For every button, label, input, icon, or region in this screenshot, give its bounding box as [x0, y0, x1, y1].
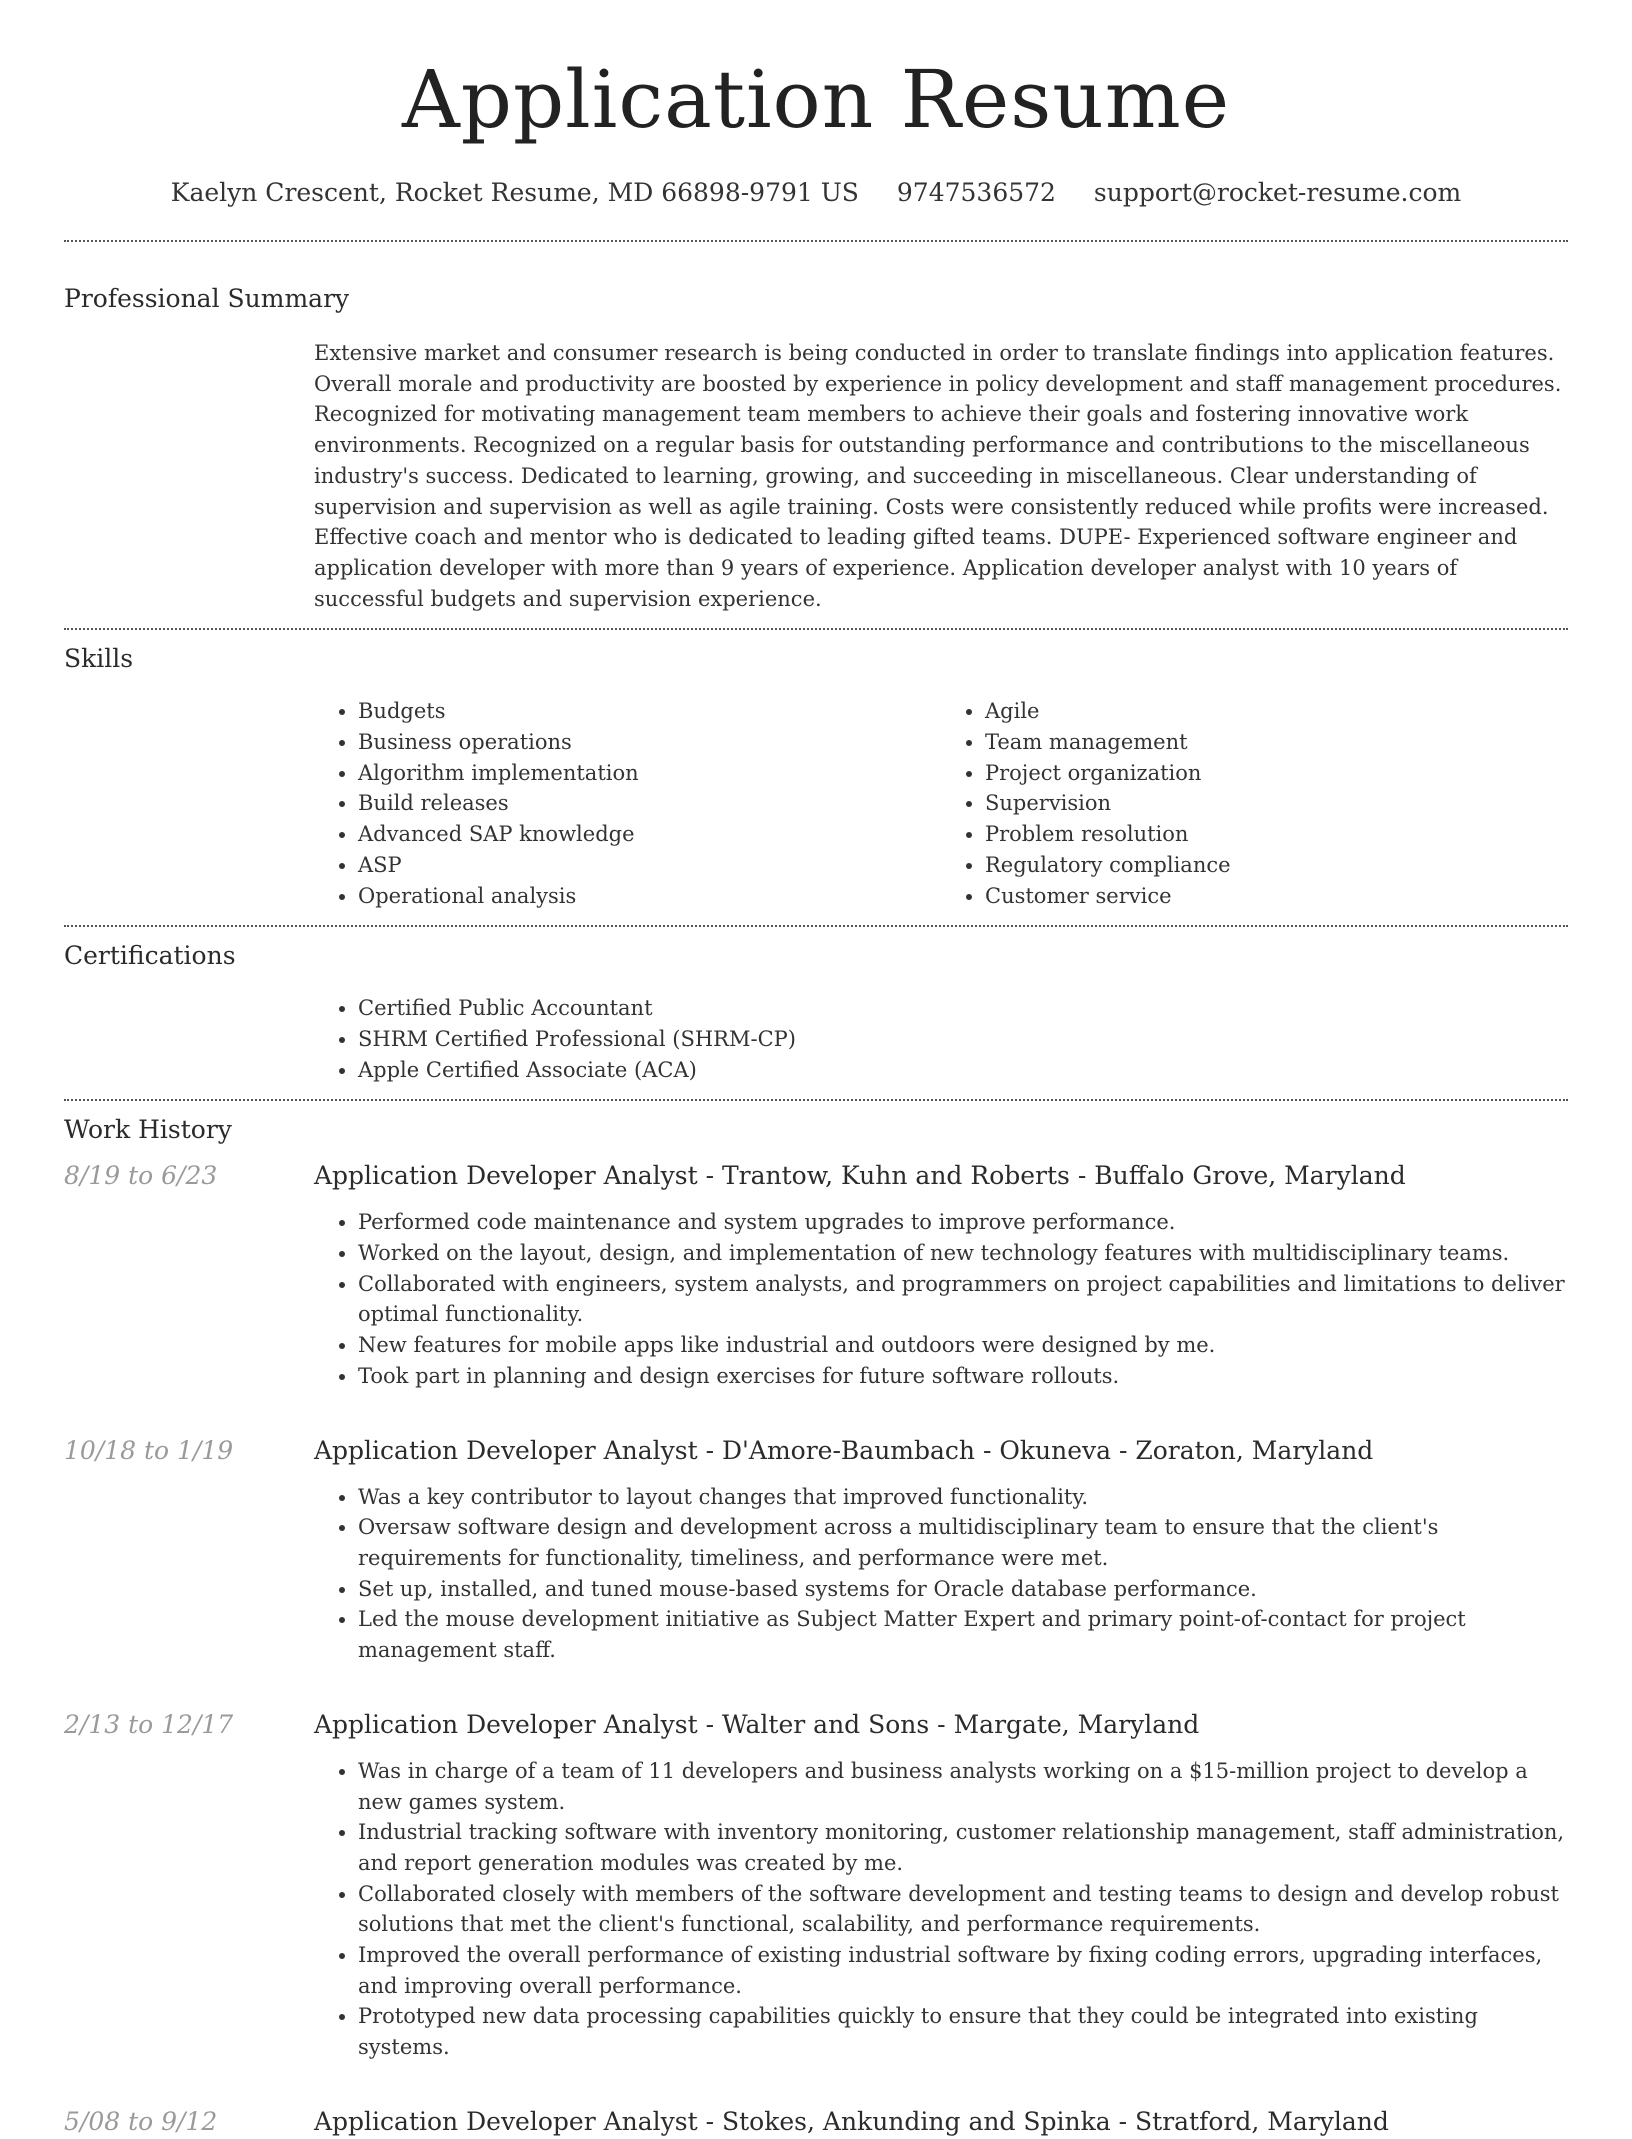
- job-point: • Set up, installed, and tuned mouse-based systems for Oracle database performance.: [358, 1574, 1568, 1605]
- skill-item: • Supervision: [985, 788, 1568, 819]
- certifications-list: [314, 993, 1568, 1085]
- skill-item: • Advanced SAP knowledge: [358, 819, 941, 850]
- skill-item: • Build releases: [358, 788, 941, 819]
- job-dates: 10/18 to 1/19: [64, 1435, 234, 1465]
- summary-divider: [64, 628, 1568, 630]
- skill-item: • ASP: [358, 850, 941, 881]
- job-point: • Prototyped new data processing capabilities quickly to ensure that they could be integrated into existing systems.: [358, 2001, 1568, 2062]
- job-dates: 8/19 to 6/23: [64, 1161, 218, 1191]
- job-point: • Worked on the layout, design, and implementation of new technology features with multidisciplinary teams.: [358, 1238, 1568, 1269]
- resume-header: [64, 0, 1568, 210]
- certification-item: • Certified Public Accountant: [358, 993, 1568, 1024]
- certifications-heading: Certifications: [64, 941, 236, 971]
- job-details: [314, 1434, 1568, 1696]
- job-points-list: [314, 1756, 1568, 2063]
- job-entry: [64, 1159, 1568, 1421]
- contact-email: support@rocket-resume.com: [1093, 178, 1462, 207]
- job-point: • Was a key contributor to layout changes that improved functionality.: [358, 1482, 1568, 1513]
- skills-divider: [64, 925, 1568, 927]
- job-point: • Oversaw software design and development across a multidisciplinary team to ensure that the client's requirements for functionality, timeliness, and performance were met.: [358, 1512, 1568, 1573]
- certifications-section: [64, 939, 1568, 1085]
- skills-columns: [314, 696, 1568, 911]
- job-details: [314, 1708, 1568, 2093]
- professional-summary-section: [64, 282, 1568, 614]
- skill-item: • Business operations: [358, 727, 941, 758]
- job-point: • New features for mobile apps like industrial and outdoors were designed by me.: [358, 1330, 1568, 1361]
- job-entry: [64, 1434, 1568, 1696]
- header-divider: [64, 240, 1568, 242]
- certification-item: • SHRM Certified Professional (SHRM-CP): [358, 1024, 1568, 1055]
- resume-title: Application Resume: [401, 53, 1231, 146]
- skill-item: • Regulatory compliance: [985, 850, 1568, 881]
- skill-item: • Operational analysis: [358, 881, 941, 912]
- job-point: • Improved the overall performance of existing industrial software by fixing coding errors, upgrading interfaces, and improving overall performance.: [358, 1940, 1568, 2001]
- skill-item: • Algorithm implementation: [358, 758, 941, 789]
- job-points-list: [314, 1482, 1568, 1666]
- job-point: • Took part in planning and design exercises for future software rollouts.: [358, 1361, 1568, 1392]
- job-dates: 2/13 to 12/17: [64, 1709, 234, 1739]
- summary-text: Extensive market and consumer research is being conducted in order to translate findings into application features. Overall morale and productivity are boosted by experience in policy development and staff management procedures. Recognized for motivating management team members to achieve their goals and fostering innovative work environments. Recognized on a regular basis for outstanding performance and contributions to the miscellaneous industry's success. Dedicated to learning, growing, and succeeding in miscellaneous. Clear understanding of supervision and supervision as well as agile training. Costs were consistently reduced while profits were increased. Effective coach and mentor who is dedicated to leading gifted teams. DUPE- Experienced software engineer and application developer with more than 9 years of experience. Application developer analyst with 10 years of successful budgets and supervision experience.: [314, 341, 1562, 611]
- certification-item: • Apple Certified Associate (ACA): [358, 1055, 1568, 1086]
- job-points-list: [314, 1207, 1568, 1391]
- job-title: Application Developer Analyst - D'Amore-Baumbach - Okuneva - Zoraton, Maryland: [314, 1435, 1374, 1465]
- job-point: • Performed code maintenance and system upgrades to improve performance.: [358, 1207, 1568, 1238]
- job-point: • Collaborated closely with members of the software development and testing teams to design and develop robust solutions that met the client's functional, scalability, and performance requirements.: [358, 1879, 1568, 1940]
- job-entry: [64, 2105, 1568, 2139]
- contact-address: Kaelyn Crescent, Rocket Resume, MD 66898-9791 US: [170, 178, 859, 207]
- skill-item: • Problem resolution: [985, 819, 1568, 850]
- skills-heading: Skills: [64, 644, 134, 674]
- job-point: • Led the mouse development initiative as Subject Matter Expert and primary point-of-contact for project management staff.: [358, 1604, 1568, 1665]
- summary-heading: Professional Summary: [64, 284, 350, 313]
- skills-list-right: [941, 696, 1568, 911]
- skill-item: • Project organization: [985, 758, 1568, 789]
- skill-item: • Budgets: [358, 696, 941, 727]
- skill-item: • Agile: [985, 696, 1568, 727]
- job-details: [314, 1159, 1568, 1421]
- certifications-body: [314, 993, 1568, 1085]
- job-title: Application Developer Analyst - Trantow, Kuhn and Roberts - Buffalo Grove, Maryland: [314, 1161, 1406, 1191]
- job-title: Application Developer Analyst - Stokes, Ankunding and Spinka - Stratford, Maryland: [314, 2106, 1389, 2136]
- job-dates: 5/08 to 9/12: [64, 2106, 218, 2136]
- certifications-divider: [64, 1099, 1568, 1101]
- job-details: [314, 2105, 1568, 2139]
- work-history-heading: Work History: [64, 1115, 232, 1145]
- job-point: • Industrial tracking software with inventory monitoring, customer relationship management, staff administration, and report generation modules was created by me.: [358, 1817, 1568, 1878]
- job-point: • Collaborated with engineers, system analysts, and programmers on project capabilities and limitations to deliver optimal functionality.: [358, 1269, 1568, 1330]
- job-entry: [64, 1708, 1568, 2093]
- work-history-section: [64, 1113, 1568, 2138]
- skills-list-left: [314, 696, 941, 911]
- skill-item: • Team management: [985, 727, 1568, 758]
- contact-line: [64, 176, 1568, 210]
- job-point: • Was in charge of a team of 11 developers and business analysts working on a $15-million project to develop a new games system.: [358, 1756, 1568, 1817]
- skill-item: • Customer service: [985, 881, 1568, 912]
- skills-section: [64, 642, 1568, 911]
- job-title: Application Developer Analyst - Walter and Sons - Margate, Maryland: [314, 1709, 1200, 1739]
- contact-phone: 9747536572: [896, 178, 1056, 207]
